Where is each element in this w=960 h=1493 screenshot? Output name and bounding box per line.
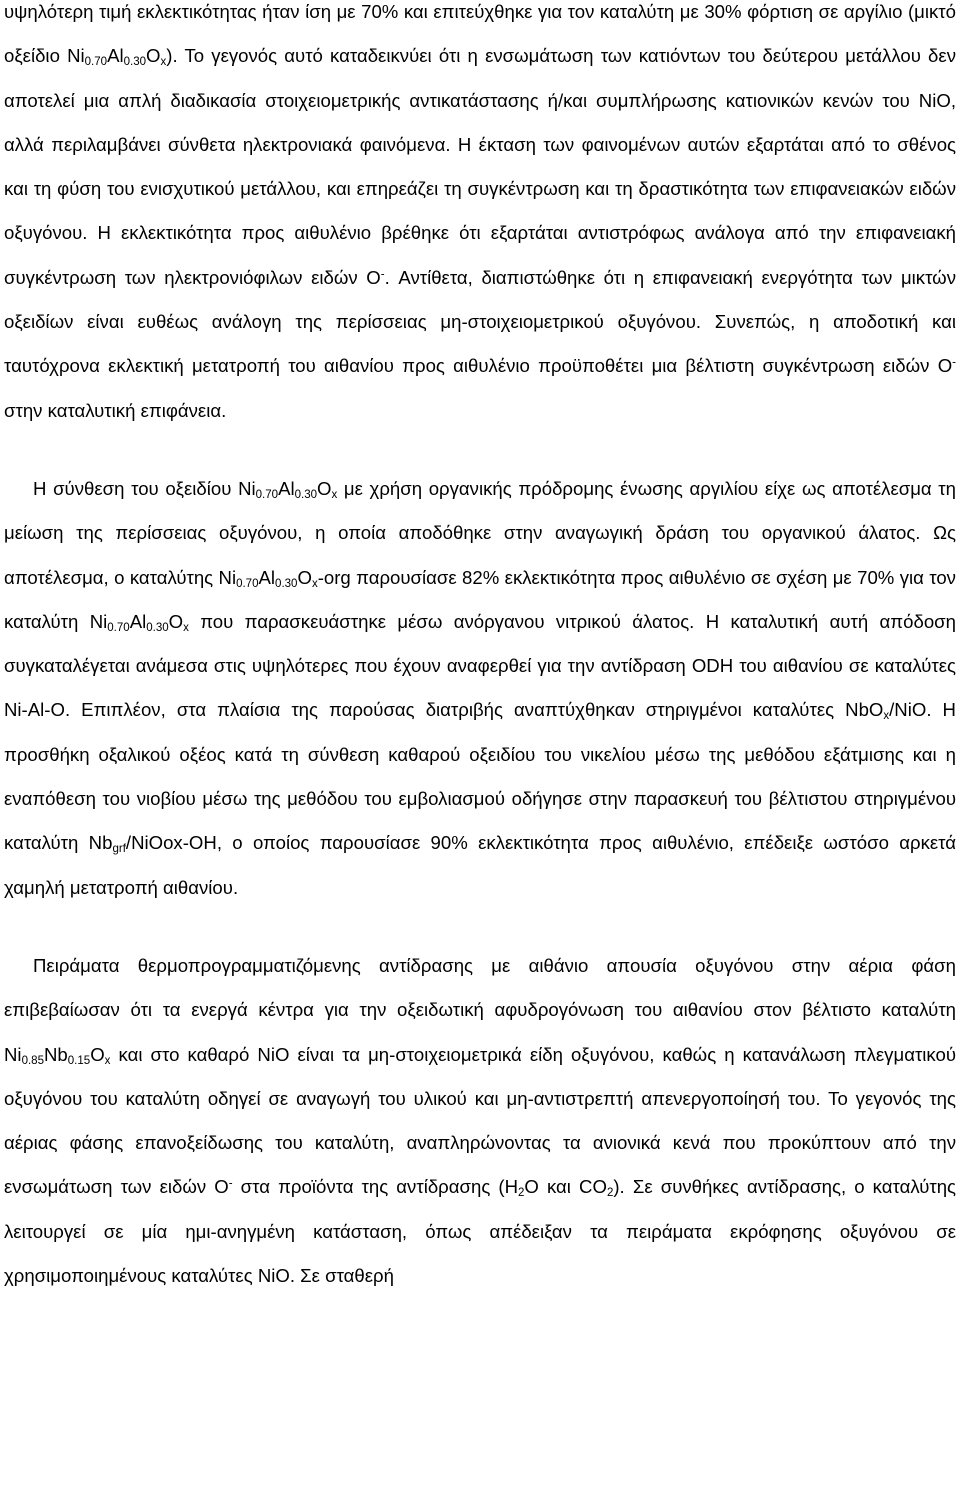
text-run: και στο καθαρό NiO είναι τα μη-στοιχειομετρικά είδη οξυγόνου, καθώς η κατανάλωση πλεγματικού οξυγόνου του καταλύτη οδηγεί σε αναγωγή του υλικού και μη-αντιστρεπτή απενεργοποίησή του. Το γεγονός της αέριας φάσης επανοξείδωσης του καταλύτη, αναπληρώνοντας τα ανιονικά κενά που προκύπτουν από την ενσωμάτωση των ειδών O [4, 1043, 956, 1198]
text-run: Al [129, 610, 147, 632]
subscript: grf [112, 843, 126, 856]
superscript: - [952, 357, 956, 370]
text-run: Al [278, 477, 295, 499]
subscript: x [160, 56, 167, 69]
text-run: με χρήση οργανικής πρόδρομης ένωσης αργιλίου είχε ως αποτέλεσμα τη μείωση της περίσσειας οξυγόνου, η οποία αποδόθηκε στην αναγωγική δράση του οργανικού άλατος. Ως αποτέλεσμα, ο καταλύτης Ni [4, 477, 956, 588]
text-run: O [297, 566, 312, 588]
text-run: ). Σε συνθήκες αντίδρασης, ο καταλύτης λειτουργεί σε μία ημι-ανηγμένη κατάσταση, όπως απέδειξαν τα πειράματα εκρόφησης οξυγόνου σε χρησιμοποιημένους καταλύτες NiO. Σε σταθερή [4, 1176, 957, 1287]
subscript: 0.70 [107, 621, 130, 634]
text-run: -org παρουσίασε 82% εκλεκτικότητα προς αιθυλένιο σε σχέση με 70% για τον καταλύτη Ni [4, 566, 956, 632]
subscript: 0.70 [236, 577, 259, 590]
text-run: Πειράματα θερμοπρογραμματιζόμενης αντίδρασης με αιθάνιο απουσία οξυγόνου στην αέρια φάση επιβεβαίωσαν ότι τα ενεργά κέντρα για την οξειδωτική αφυδρογόνωση του αιθανίου στον βέλτιστο καταλύτη Ni [4, 954, 956, 1065]
subscript: 0.30 [275, 577, 298, 590]
text-run: στην καταλυτική επιφάνεια. [4, 399, 227, 421]
subscript: x [104, 1054, 111, 1067]
subscript: x [183, 621, 189, 634]
subscript: 0.30 [123, 56, 147, 69]
text-run: που παρασκευάστηκε μέσω ανόργανου νιτρικού άλατος. Η καταλυτική αυτή απόδοση συγκαταλέγεται ανάμεσα στις υψηλότερες που έχουν αναφερθεί για την αντίδραση ODH του αιθανίου σε καταλύτες Ni-Al-O. Επιπλέον, στα πλαίσια της παρούσας διατριβής αναπτύχθηκαν στηριγμένοι καταλύτες NbO [4, 610, 956, 721]
paragraph-tpr-experiments [4, 944, 956, 1298]
subscript: x [331, 488, 338, 501]
superscript: - [228, 1178, 233, 1191]
text-run: Al [258, 566, 276, 588]
subscript: 2 [518, 1187, 525, 1200]
text-run: στα προϊόντα της αντίδρασης (H [232, 1176, 519, 1198]
text-run: . Αντίθετα, διαπιστώθηκε ότι η επιφανειακή ενεργότητα των μικτών οξειδίων είναι ευθέως ανάλογη της περίσσειας μη-στοιχειομετρικού οξυγόνου. Συνεπώς, η αποδοτική και ταυτόχρονα εκλεκτική μετατροπή του αιθανίου προς αιθυλένιο προϋποθέτει μια βέλτιστη συγκέντρωση ειδών O [4, 266, 956, 377]
text-run: /NiOox-OH, ο οποίος παρουσίασε 90% εκλεκτικότητα προς αιθυλένιο, επέδειξε ωστόσο αρκετά χαμηλή μετατροπή αιθανίου. [4, 832, 956, 898]
text-run: υψηλότερη τιμή εκλεκτικότητας ήταν ίση με 70% και επιτεύχθηκε για τον καταλύτη με 30% φόρτιση σε αργίλιο (μικτό οξείδιο Ni [4, 1, 956, 67]
superscript: - [380, 268, 385, 281]
subscript: 0.70 [84, 56, 108, 69]
text-run: ). Το γεγονός αυτό καταδεικνύει ότι η ενσωμάτωση των κατιόντων του δεύτερου μετάλλου δεν αποτελεί μια απλή διαδικασία στοιχειομετρικής αντικατάστασης ή/και συμπλήρωσης κατιονικών κενών του NiO, αλλά περιλαμβάνει σύνθετα ηλεκτρονιακά φαινόμενα. Η έκταση των φαινομένων αυτών εξαρτάται από το σθένος και τη φύση του ενισχυτικού μετάλλου, και επηρεάζει τη συγκέντρωση και τη δραστικότητα των επιφανειακών ειδών οξυγόνου. Η εκλεκτικότητα προς αιθυλένιο βρέθηκε ότι εξαρτάται αντιστρόφως ανάλογα από την επιφανειακή συγκέντρωση των ηλεκτρονιόφιλων ειδών O [4, 45, 956, 288]
subscript: 0.85 [21, 1054, 44, 1067]
text-run: O [146, 45, 161, 67]
subscript: x [311, 577, 318, 590]
subscript: x [883, 710, 890, 723]
text-run: O [168, 610, 184, 632]
text-run: Nb [43, 1043, 68, 1065]
paragraph-organic-precursor [4, 467, 956, 910]
text-run: Al [107, 45, 124, 67]
text-run: /NiO. Η προσθήκη οξαλικού οξέος κατά τη σύνθεση καθαρού οξειδίου του νικελίου μέσω της μεθόδου εξάτμισης και η εναπόθεση του νιοβίου μέσω της μεθόδου του εμβολιασμού οδήγησε στην παρασκευή του βέλτιστου στηριγμένου καταλύτη Nb [4, 699, 956, 854]
text-run: O και CO [524, 1176, 607, 1198]
subscript: 0.70 [255, 488, 279, 501]
text-run: O [317, 477, 332, 499]
text-run: Η σύνθεση του οξειδίου Ni [33, 477, 256, 499]
subscript: 2 [606, 1187, 614, 1200]
subscript: 0.15 [67, 1054, 91, 1067]
text-run: O [90, 1043, 105, 1065]
subscript: 0.30 [294, 488, 318, 501]
subscript: 0.30 [146, 621, 169, 634]
paragraph-selectivity-summary [4, 0, 956, 433]
